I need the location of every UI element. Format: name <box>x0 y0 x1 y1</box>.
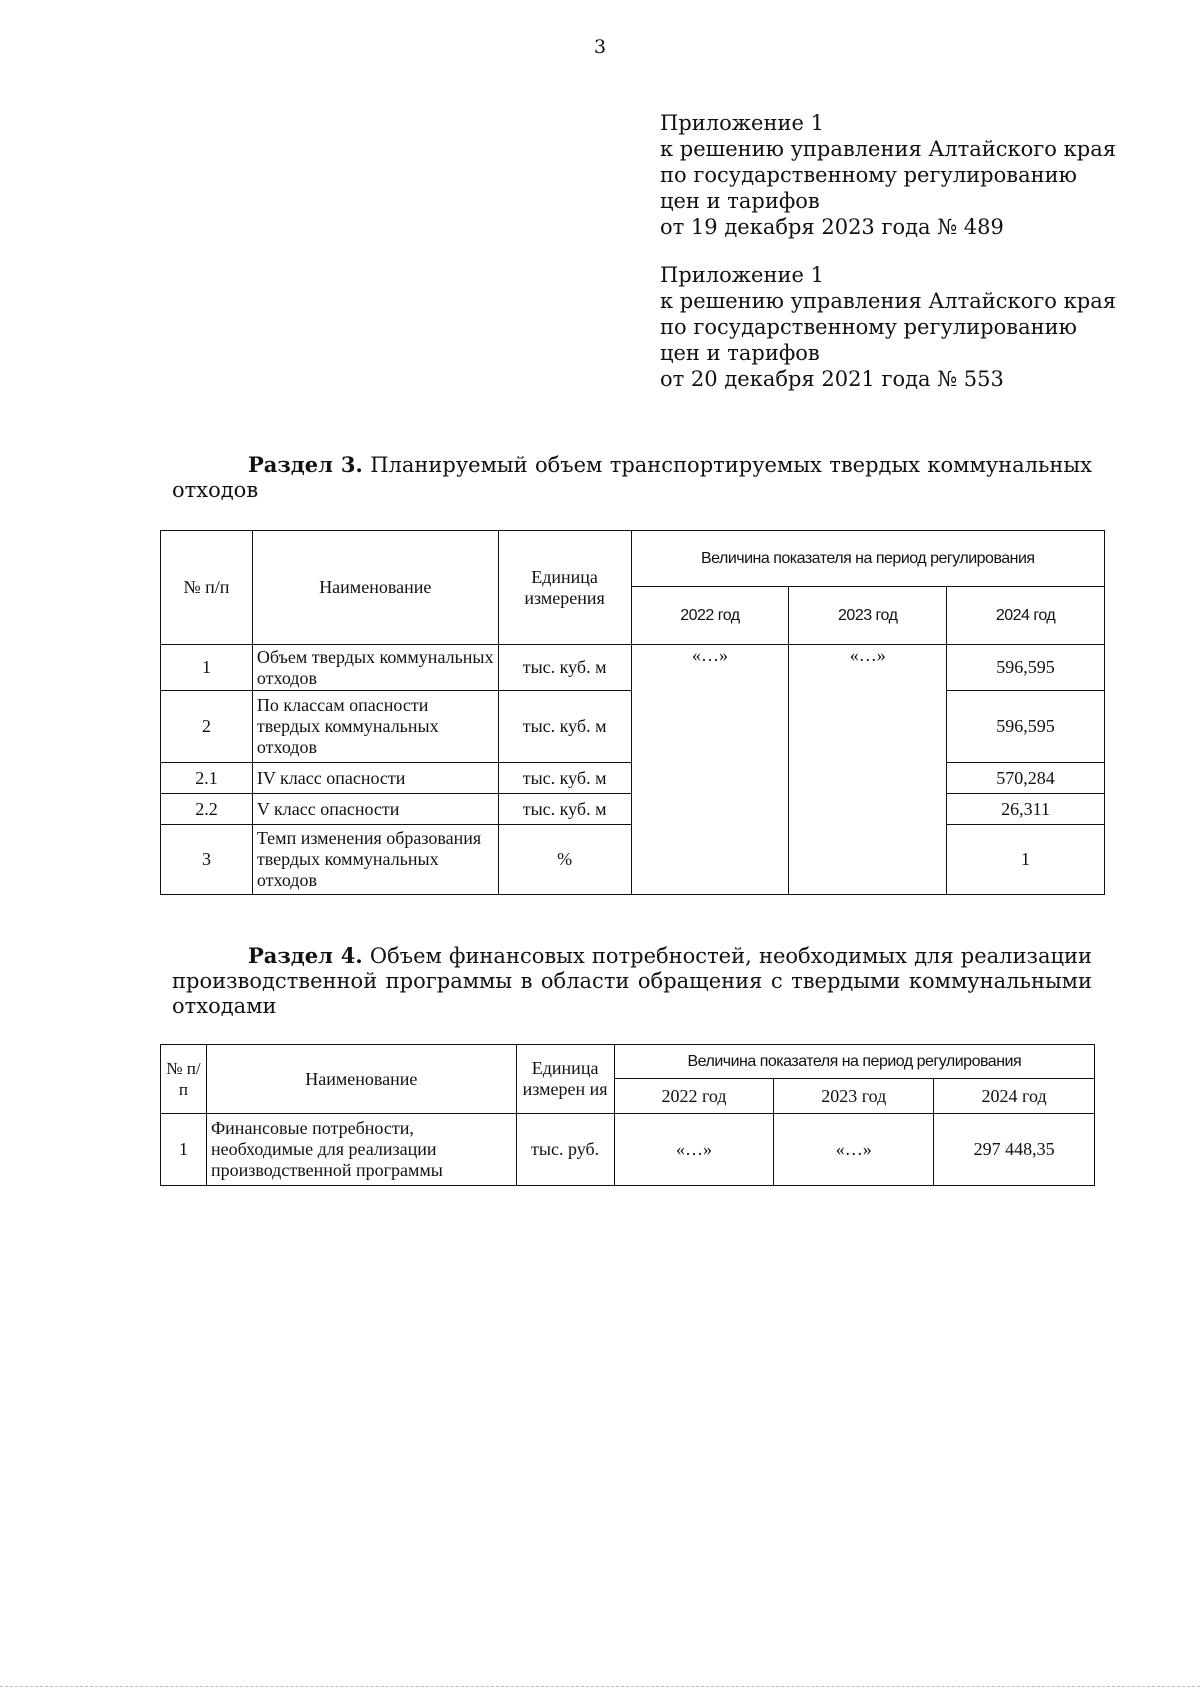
row-name: Объем твердых коммунальных отходов <box>252 645 498 691</box>
row-unit: тыс. руб. <box>516 1114 614 1186</box>
value-2023: «…» <box>774 1114 934 1186</box>
header-name: Наименование <box>252 531 498 645</box>
section4-table <box>160 1044 1095 1186</box>
header-2024: 2024 год <box>947 587 1105 645</box>
appendix-previous <box>660 262 1116 392</box>
header-num: № п/п <box>161 531 253 645</box>
row-num: 2 <box>161 691 253 763</box>
appendix-line: цен и тарифов <box>660 189 820 213</box>
row-unit: тыс. куб. м <box>498 645 631 691</box>
value-2022: «…» <box>614 1114 774 1186</box>
section3-table <box>160 530 1105 895</box>
section4-heading <box>172 943 1092 1019</box>
header-2023: 2023 год <box>789 587 947 645</box>
section3-heading <box>172 452 1092 503</box>
value-2023-omitted: «…» <box>789 645 947 895</box>
row-num: 1 <box>161 645 253 691</box>
header-2022: 2022 год <box>631 587 789 645</box>
appendix-line: от 20 декабря 2021 года № 553 <box>660 367 1004 391</box>
header-period: Величина показателя на период регулирования <box>614 1045 1094 1079</box>
row-num: 3 <box>161 825 253 895</box>
row-num: 2.2 <box>161 794 253 825</box>
row-name: V класс опасности <box>252 794 498 825</box>
header-2023: 2023 год <box>774 1079 934 1114</box>
appendix-line: цен и тарифов <box>660 341 820 365</box>
header-unit: Единица измерен ия <box>516 1045 614 1114</box>
row-unit: тыс. куб. м <box>498 794 631 825</box>
table-row <box>161 645 1105 691</box>
row-num: 1 <box>161 1114 207 1186</box>
header-num: № п/ п <box>161 1045 207 1114</box>
header-2022: 2022 год <box>614 1079 774 1114</box>
value-2024: 26,311 <box>947 794 1105 825</box>
appendix-line: по государственному регулированию <box>660 315 1077 339</box>
row-name: Финансовые потребности, необходимые для реализации производственной программы <box>206 1114 516 1186</box>
header-period: Величина показателя на период регулирования <box>631 531 1104 587</box>
scan-edge-line <box>0 1686 1200 1687</box>
appendix-line: Приложение 1 <box>660 111 824 135</box>
row-unit: % <box>498 825 631 895</box>
appendix-line: по государственному регулированию <box>660 163 1077 187</box>
appendix-line: к решению управления Алтайского края <box>660 289 1116 313</box>
row-name: IV класс опасности <box>252 763 498 794</box>
value-2024: 570,284 <box>947 763 1105 794</box>
section4-title: Объем финансовых потребностей, необходимых для реализации производственной программы в области обращения с твердыми коммунальными отходами <box>172 944 1092 1018</box>
section3-label: Раздел 3. <box>248 452 363 477</box>
value-2024: 596,595 <box>947 691 1105 763</box>
row-num: 2.1 <box>161 763 253 794</box>
appendix-line: от 19 декабря 2023 года № 489 <box>660 215 1004 239</box>
appendix-line: Приложение 1 <box>660 263 824 287</box>
value-2024: 1 <box>947 825 1105 895</box>
row-unit: тыс. куб. м <box>498 691 631 763</box>
row-unit: тыс. куб. м <box>498 763 631 794</box>
section4-label: Раздел 4. <box>248 943 363 968</box>
appendix-current <box>660 110 1116 240</box>
table-row <box>161 1114 1095 1186</box>
section3-title: Планируемый объем транспортируемых твердых коммунальных отходов <box>172 453 1092 502</box>
header-name: Наименование <box>206 1045 516 1114</box>
row-name: Темп изменения образования твердых коммунальных отходов <box>252 825 498 895</box>
appendix-line: к решению управления Алтайского края <box>660 137 1116 161</box>
row-name: По классам опасности твердых коммунальных отходов <box>252 691 498 763</box>
value-2024: 297 448,35 <box>934 1114 1095 1186</box>
value-2024: 596,595 <box>947 645 1105 691</box>
value-2022-omitted: «…» <box>631 645 789 895</box>
page-number: 3 <box>593 36 607 58</box>
header-unit: Единица измерения <box>498 531 631 645</box>
header-2024: 2024 год <box>934 1079 1095 1114</box>
